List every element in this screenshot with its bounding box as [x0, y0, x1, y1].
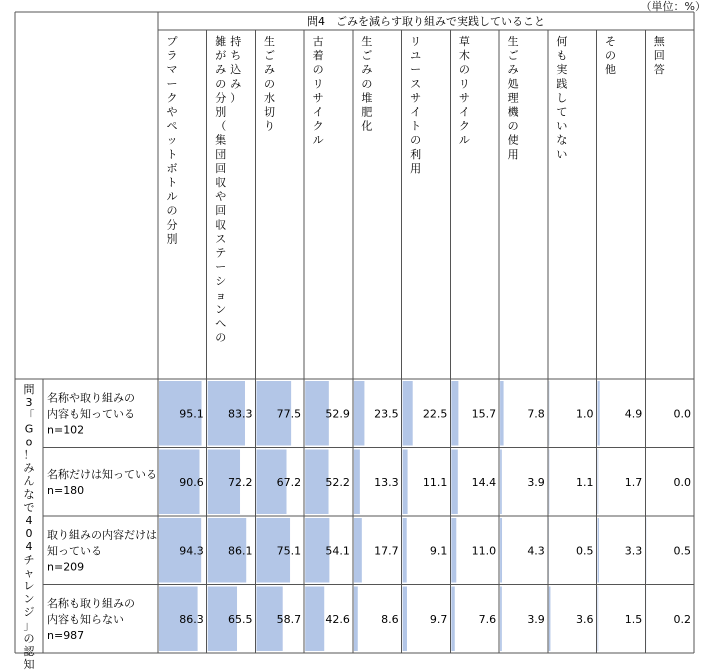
column-header-char: の [263, 77, 275, 91]
row-group-label-char: ャ [23, 566, 35, 580]
value-label: 90.6 [179, 475, 204, 489]
column-header-char: ー [166, 77, 178, 91]
column-header-char: 何 [556, 35, 568, 48]
value-label: 42.6 [325, 612, 350, 626]
value-label: 8.6 [381, 612, 399, 626]
bar [598, 518, 599, 583]
value-label: 9.7 [429, 612, 448, 626]
column-header-char: シ [215, 274, 227, 288]
column-header-char: ペ [166, 119, 178, 133]
column-header-char: 団 [215, 147, 227, 161]
row-group-label-char: o [25, 435, 33, 449]
value-label: 1.7 [624, 475, 643, 489]
column-header-char: の [458, 63, 470, 77]
column-header-char: み [230, 77, 242, 91]
column-header-char: な [556, 133, 568, 147]
row-group-label-char: 0 [25, 527, 33, 541]
row-group-label-char: 」 [23, 618, 35, 632]
column-header-char: イ [312, 105, 324, 119]
value-label: 0.5 [673, 544, 691, 558]
value-label: 22.5 [422, 407, 448, 421]
bar [451, 587, 454, 652]
column-header-char: ト [410, 119, 422, 133]
column-header-char: ョ [215, 288, 227, 302]
column-header-char: 利 [410, 147, 422, 161]
column-header-char: 木 [458, 49, 470, 63]
row-group-label-char: 問 [23, 383, 35, 396]
row-group-label-char: の [23, 631, 35, 645]
value-label: 7.6 [478, 612, 497, 626]
column-header-char: み [263, 63, 275, 77]
value-label: 17.7 [374, 544, 399, 558]
column-header-char: 回 [215, 161, 227, 175]
column-header-char: ッ [166, 133, 178, 147]
bar [451, 450, 457, 515]
column-header-char: ク [166, 91, 178, 105]
row-label: 名称も取り組みの [47, 596, 135, 610]
column-header-char: 水 [263, 91, 275, 105]
row-label: n=102 [47, 423, 85, 437]
column-header-char: 用 [410, 161, 422, 175]
bar [451, 381, 458, 446]
column-header-char: の [410, 133, 422, 147]
value-label: 94.3 [179, 544, 204, 558]
row-group-label-char: 認 [23, 645, 35, 658]
column-header-char: ユ [410, 49, 422, 63]
column-header-char: の [312, 63, 324, 77]
row-group-label-char: で [23, 500, 35, 514]
value-label: 11.0 [471, 544, 497, 558]
column-header-char: 込 [230, 63, 242, 77]
column-header-char: ト [166, 147, 178, 161]
column-header-char: の [215, 331, 227, 345]
column-header-char: い [556, 119, 568, 133]
column-header-char: し [556, 91, 568, 105]
column-header-char: リ [410, 35, 422, 48]
value-label: 3.3 [624, 544, 643, 558]
value-label: 0.0 [673, 475, 691, 489]
column-header-char: 堆 [361, 91, 373, 105]
value-label: 67.2 [276, 475, 302, 489]
value-label: 58.7 [276, 612, 302, 626]
value-label: 77.5 [276, 407, 302, 421]
column-header-char: の [215, 77, 227, 91]
value-label: 3.9 [527, 475, 545, 489]
column-header-char: 別 [166, 232, 178, 246]
row-label: 名称だけは知っている [47, 467, 157, 481]
value-label: 9.1 [429, 544, 448, 558]
column-header-char: 収 [215, 176, 227, 189]
column-header-char: 使 [507, 133, 519, 147]
column-header-char: の [605, 49, 617, 63]
column-header-char: ラ [166, 49, 178, 63]
column-header-char: 生 [361, 35, 373, 48]
row-group-label-char: G [24, 422, 34, 436]
column-header-char: 切 [263, 105, 275, 119]
column-header-char: 持 [230, 35, 242, 48]
column-header-char: 集 [215, 133, 227, 147]
value-label: 13.3 [374, 475, 399, 489]
column-header-char: ボ [166, 161, 178, 175]
value-label: 86.1 [227, 544, 253, 558]
row-group-label-char: 知 [23, 658, 35, 670]
column-header-char: 別 [215, 105, 227, 119]
value-label: 3.9 [527, 612, 545, 626]
column-header-char: の [507, 119, 519, 133]
row-label: n=987 [47, 628, 85, 642]
value-label: 52.2 [325, 475, 350, 489]
value-label: 4.3 [527, 544, 545, 558]
column-header-char: 実 [556, 63, 568, 77]
column-header-char: 古 [312, 35, 324, 48]
column-header-char: プ [166, 35, 178, 48]
column-header-char: 生 [263, 35, 275, 48]
value-label: 1.1 [576, 475, 594, 489]
row-label: n=209 [47, 560, 85, 574]
column-header-char: 処 [507, 77, 519, 91]
row-label: 内容も知っている [47, 407, 135, 421]
row-group-label-char: な [23, 487, 35, 501]
column-header-char: い [556, 147, 568, 161]
column-header-char: ー [215, 260, 227, 274]
column-header-char: 化 [361, 119, 373, 133]
table-title: 問4 ごみを減らす取り組みで実践していること [307, 15, 545, 28]
column-header-char: み [215, 63, 227, 77]
column-header-char: リ [312, 77, 324, 91]
column-header-char: イ [458, 105, 470, 119]
column-header-char: や [215, 190, 227, 204]
value-label: 75.1 [276, 544, 302, 558]
survey-table [15, 12, 695, 670]
column-header-char: 収 [215, 218, 227, 232]
column-header-char: リ [458, 77, 470, 91]
value-label: 23.5 [374, 407, 399, 421]
column-header-char: ご [263, 49, 275, 63]
column-header-char: イ [410, 105, 422, 119]
column-header-char: や [166, 105, 178, 119]
row-group-label-char: ！ [23, 448, 35, 462]
column-header-char: て [556, 105, 568, 119]
value-label: 95.1 [179, 407, 204, 421]
row-label: 知っている [47, 544, 102, 558]
column-header-char: も [556, 49, 568, 63]
column-header-char: 践 [556, 77, 568, 91]
row-group-label-char: み [23, 461, 35, 475]
column-header-char: ル [166, 190, 178, 204]
value-label: 1.0 [576, 407, 594, 421]
row-group-label-char: 4 [25, 540, 33, 554]
row-group-label-char: チ [23, 553, 35, 567]
value-label: 52.9 [325, 407, 350, 421]
value-label: 65.5 [227, 612, 253, 626]
column-header-char: 回 [653, 49, 665, 63]
bar [403, 587, 407, 652]
column-header-char: 答 [653, 63, 665, 77]
bar [500, 450, 502, 515]
column-header-char: ク [458, 119, 470, 133]
bar [354, 518, 362, 583]
value-label: 4.9 [624, 407, 643, 421]
row-group-label-char: 3 [25, 396, 33, 410]
bar [354, 587, 358, 652]
value-label: 3.6 [576, 612, 594, 626]
column-header-char: み [507, 63, 519, 77]
column-header-char: マ [166, 63, 178, 77]
value-label: 7.8 [527, 407, 545, 421]
column-header-char: の [166, 204, 178, 218]
value-label: 86.3 [179, 612, 204, 626]
bar [305, 587, 324, 652]
column-header-char: そ [605, 35, 617, 48]
value-label: 14.4 [471, 475, 497, 489]
column-header-char: 生 [507, 35, 519, 48]
row-group-label-char: ン [23, 592, 35, 606]
bar [598, 381, 600, 446]
bar [500, 518, 502, 583]
column-header-char: 草 [458, 35, 470, 48]
value-label: 83.3 [227, 407, 253, 421]
column-header-char: ご [361, 49, 373, 63]
column-header-char: み [361, 63, 373, 77]
row-group-label-char: 4 [25, 514, 33, 527]
value-label: 11.1 [422, 475, 448, 489]
column-header-char: 分 [215, 91, 227, 105]
column-header-char: 理 [507, 91, 519, 105]
bar [451, 518, 456, 583]
column-header-char: 分 [166, 218, 178, 232]
row-label: 名称や取り組みの [47, 391, 135, 405]
column-header-char: 肥 [361, 105, 373, 119]
column-header-char: 機 [507, 105, 519, 119]
row-group-label-char: ん [23, 474, 35, 488]
row-label: n=180 [47, 483, 85, 497]
value-label: 1.5 [624, 612, 643, 626]
column-header-char: 用 [507, 147, 519, 161]
value-label: 0.5 [576, 544, 594, 558]
column-header-char: ン [215, 302, 227, 316]
value-label: 72.2 [227, 475, 253, 489]
column-header-char: ク [312, 119, 324, 133]
bar [500, 587, 502, 652]
value-label: 0.2 [673, 612, 691, 626]
column-header-char: ト [166, 176, 178, 189]
column-header-char: 無 [653, 35, 665, 48]
column-header-char: 他 [605, 63, 617, 77]
column-header-char: へ [215, 317, 227, 330]
column-header-char: ス [215, 232, 227, 246]
column-header-char: が [215, 49, 227, 63]
bar [354, 450, 360, 515]
column-header-char: 着 [312, 49, 324, 63]
bar [500, 381, 503, 446]
row-label: 取り組みの内容だけは [47, 528, 157, 542]
column-header-char: ル [312, 133, 324, 147]
column-header-char: テ [215, 246, 227, 260]
column-header-char: 雑 [215, 35, 227, 48]
row-group-label-char: 「 [23, 409, 35, 423]
column-header-char: サ [458, 91, 470, 105]
bar [598, 587, 599, 652]
bar [403, 518, 407, 583]
bar [549, 587, 551, 652]
bar [403, 381, 413, 446]
column-header-char: 回 [215, 204, 227, 218]
column-header-char: サ [312, 91, 324, 105]
column-header-char: ル [458, 133, 470, 147]
value-label: 15.7 [471, 407, 497, 421]
value-label: 54.1 [325, 544, 350, 558]
bar [354, 381, 365, 446]
column-header-char: の [361, 77, 373, 91]
column-header-char: ち [230, 49, 242, 63]
row-group-label-char: ジ [23, 605, 35, 619]
column-header-char: ー [410, 63, 422, 77]
column-header-char: （ [215, 119, 227, 133]
unit-label: （単位：%） [640, 0, 706, 13]
column-header-char: ） [230, 91, 242, 105]
bar [598, 450, 599, 515]
column-header-char: サ [410, 91, 422, 105]
value-label: 0.0 [673, 407, 691, 421]
bar [403, 450, 408, 515]
column-header-char: ス [410, 77, 422, 91]
row-group-label-char: レ [23, 579, 35, 593]
column-header-char: り [263, 119, 275, 133]
row-label: 内容も知らない [47, 612, 124, 626]
column-header-char: ご [507, 49, 519, 63]
